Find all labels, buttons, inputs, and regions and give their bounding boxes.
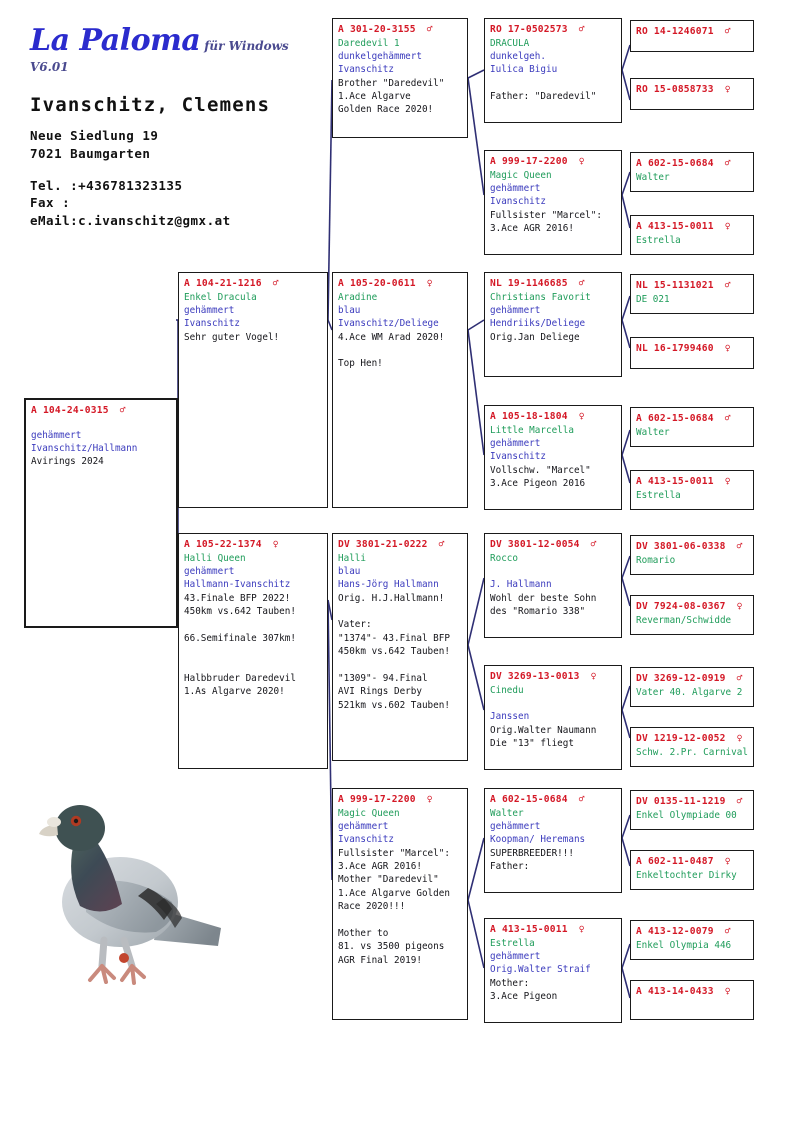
pigeon-name: Enkel Olympiade 00	[636, 809, 737, 821]
pigeon-color: gehämmert	[338, 820, 389, 832]
pigeon-illustration	[28, 780, 223, 1025]
pedigree-box-g4-13[interactable]	[630, 850, 754, 890]
ring-number: NL 16-1799460 ♀	[636, 343, 731, 354]
pigeon-note: Fullsister "Marcel":	[490, 209, 602, 221]
ring-number: A 104-21-1216 ♂	[184, 278, 279, 289]
ring-number: NL 15-1131021 ♂	[636, 280, 731, 291]
ring-number: A 105-20-0611 ♀	[338, 278, 433, 289]
pigeon-note: Mother to	[338, 927, 389, 939]
pigeon-note: 1.As Algarve 2020!	[184, 686, 285, 698]
ring-number: A 413-15-0011 ♀	[490, 924, 585, 935]
pigeon-note	[338, 659, 462, 672]
pedigree-box-g4-3[interactable]	[630, 215, 754, 255]
pigeon-note: Race 2020!!!	[338, 901, 406, 913]
pigeon-name: Halli	[338, 552, 366, 564]
pigeon-name: Halli Queen	[184, 552, 246, 564]
pigeon-name: DE 021	[636, 293, 670, 305]
pigeon-cere	[47, 817, 61, 827]
pigeon-name: Daredevil 1	[338, 37, 400, 49]
ring-number: NL 19-1146685 ♂	[490, 278, 585, 289]
pedigree-box-g4-1[interactable]	[630, 78, 754, 110]
pigeon-note: des "Romario 338"	[490, 606, 586, 618]
pedigree-box-g3-0[interactable]	[484, 18, 622, 123]
pigeon-name: DRACULA	[490, 37, 530, 49]
pigeon-note: AVI Rings Derby	[338, 686, 422, 698]
pedigree-box-g3-5[interactable]	[484, 665, 622, 770]
ring-number: A 602-15-0684 ♂	[636, 158, 731, 169]
pigeon-note	[184, 645, 322, 658]
pigeon-breeder: Ivanschitz	[490, 196, 546, 208]
pigeon-color: gehämmert	[490, 437, 541, 449]
ring-number: A 413-14-0433 ♀	[636, 986, 731, 997]
owner-name: Ivanschitz, Clemens	[30, 94, 271, 116]
pigeon-note: Mother "Daredevil"	[338, 874, 439, 886]
pigeon-note: AGR Final 2019!	[338, 954, 422, 966]
pigeon-breeder: Ivanschitz	[184, 318, 240, 330]
pigeon-note: Fullsister "Marcel":	[338, 847, 450, 859]
pigeon-note: Brother "Daredevil"	[338, 77, 445, 89]
pedigree-box-g4-10[interactable]	[630, 667, 754, 707]
la-paloma-logo: La Paloma	[30, 23, 201, 58]
pigeon-note: 450km vs.642 Tauben!	[184, 606, 296, 618]
pigeon-note	[184, 659, 322, 672]
pigeon-note: 521km vs.602 Tauben!	[338, 699, 450, 711]
address-block	[30, 127, 330, 163]
pigeon-breeder: Hendriiks/Deliege	[490, 318, 586, 330]
pedigree-box-g3-1[interactable]	[484, 150, 622, 255]
pigeon-color: gehämmert	[31, 429, 82, 441]
pigeon-color: gehämmert	[490, 304, 541, 316]
pigeon-note	[338, 605, 462, 618]
pigeon-name: Estrella	[636, 234, 681, 246]
pedigree-box-g4-15[interactable]	[630, 980, 754, 1020]
pedigree-box-g3-3[interactable]	[484, 405, 622, 510]
pigeon-note: 4.Ace WM Arad 2020!	[338, 331, 445, 343]
pigeon-name: Romario	[636, 554, 676, 566]
pigeon-color: gehämmert	[490, 182, 541, 194]
ring-number: A 602-15-0684 ♂	[490, 794, 585, 805]
pedigree-box-g4-14[interactable]	[630, 920, 754, 960]
pigeon-color	[490, 697, 616, 710]
pedigree-box-g4-2[interactable]	[630, 152, 754, 192]
ring-number: DV 3801-06-0338 ♂	[636, 541, 743, 552]
brand-version-label: für Windows V6.01	[30, 39, 289, 74]
pigeon-note: Mother:	[490, 977, 530, 989]
pedigree-box-sire[interactable]	[178, 272, 328, 508]
pigeon-color: gehämmert	[490, 820, 541, 832]
pigeon-name: Christians Favorit	[490, 291, 591, 303]
pigeon-note: Avirings 2024	[31, 456, 104, 468]
ring-number: A 301-20-3155 ♂	[338, 24, 433, 35]
pigeon-note: Vater:	[338, 619, 372, 631]
ring-number: A 105-22-1374 ♀	[184, 539, 279, 550]
pigeon-breeder: Ivanschitz/Deliege	[338, 318, 439, 330]
pigeon-note: Orig.Walter Naumann	[490, 724, 597, 736]
pigeon-name: Enkeltochter Dirky	[636, 869, 737, 881]
pigeon-breeder: Ivanschitz	[490, 451, 546, 463]
pedigree-box-g4-0[interactable]	[630, 20, 754, 52]
pigeon-breeder: Orig.Walter Straif	[490, 964, 591, 976]
ring-number: RO 14-1246071 ♂	[636, 26, 731, 37]
pedigree-box-g3-7[interactable]	[484, 918, 622, 1023]
pigeon-note: Top Hen!	[338, 358, 383, 370]
pigeon-note: 3.Ace AGR 2016!	[490, 223, 574, 235]
pigeon-name: Enkel Olympia 446	[636, 939, 732, 951]
address-line-2: 7021 Baumgarten	[30, 145, 151, 161]
pedigree-box-dam-dam[interactable]	[332, 788, 468, 1020]
ring-number: DV 7924-08-0367 ♀	[636, 601, 743, 612]
pedigree-box-g4-5[interactable]	[630, 337, 754, 369]
pigeon-breeder: Hallmann-Ivanschitz	[184, 579, 291, 591]
ring-number: A 602-15-0684 ♂	[636, 413, 731, 424]
pedigree-box-g4-4[interactable]	[630, 274, 754, 314]
pigeon-name: Walter	[636, 171, 670, 183]
pigeon-note: 3.Ace Pigeon 2016	[490, 478, 586, 490]
pigeon-note: 66.Semifinale 307km!	[184, 632, 296, 644]
pigeon-note: Halbbruder Daredevil	[184, 672, 296, 684]
pedigree-box-g3-6[interactable]	[484, 788, 622, 893]
ring-number: DV 3269-12-0919 ♂	[636, 673, 743, 684]
document-header	[30, 23, 330, 230]
ring-number: DV 1219-12-0052 ♀	[636, 733, 743, 744]
pigeon-breeder: Hans-Jörg Hallmann	[338, 579, 439, 591]
pigeon-note: Golden Race 2020!	[338, 104, 434, 116]
pedigree-box-dam[interactable]	[178, 533, 328, 769]
brand-logo-row	[30, 23, 330, 75]
pigeon-name: Enkel Dracula	[184, 291, 257, 303]
pigeon-note: Father: "Daredevil"	[490, 91, 597, 103]
pigeon-head	[55, 805, 105, 851]
telephone-line: Tel. :+436781323135	[30, 177, 183, 193]
ring-number: A 999-17-2200 ♀	[338, 794, 433, 805]
pigeon-color: blau	[338, 565, 361, 577]
pedigree-box-dam-sire[interactable]	[332, 533, 468, 761]
pigeon-name: Estrella	[490, 937, 535, 949]
pigeon-photo	[28, 780, 223, 1025]
pigeon-note: Wohl der beste Sohn	[490, 592, 597, 604]
pigeon-note: Orig.Jan Deliege	[490, 331, 580, 343]
pedigree-box-g4-6[interactable]	[630, 407, 754, 447]
pigeon-color: dunkelgehämmert	[338, 50, 422, 62]
ring-number: A 413-15-0011 ♀	[636, 476, 731, 487]
ring-number: A 413-15-0011 ♀	[636, 221, 731, 232]
pedigree-box-sire-dam[interactable]	[332, 272, 468, 508]
pedigree-box-g4-11[interactable]	[630, 727, 754, 767]
ring-number: A 104-24-0315 ♂	[31, 405, 126, 416]
pigeon-breeder: Iulica Bigiu	[490, 64, 558, 76]
address-line-1: Neue Siedlung 19	[30, 128, 159, 143]
pigeon-name: Walter	[636, 426, 670, 438]
pigeon-leg-ring	[119, 953, 129, 963]
email-line: eMail:c.ivanschitz@gmx.at	[30, 213, 231, 228]
pigeon-color: gehämmert	[184, 565, 235, 577]
pigeon-name: Magic Queen	[338, 807, 400, 819]
pigeon-note: 1.Ace Algarve	[338, 91, 411, 103]
pigeon-color: blau	[338, 304, 361, 316]
pigeon-note: 3.Ace Pigeon	[490, 991, 558, 1003]
pedigree-box-subject[interactable]	[24, 398, 178, 628]
pigeon-name: Rocco	[490, 552, 518, 564]
pedigree-box-g4-7[interactable]	[630, 470, 754, 510]
pigeon-name: Schw. 2.Pr. Carnival	[636, 746, 748, 758]
pigeon-note: Father:	[490, 861, 530, 873]
pedigree-box-g4-8[interactable]	[630, 535, 754, 575]
pigeon-color: gehämmert	[490, 950, 541, 962]
pedigree-box-g4-9[interactable]	[630, 595, 754, 635]
ring-number: A 105-18-1804 ♀	[490, 411, 585, 422]
pedigree-box-sire-sire[interactable]	[332, 18, 468, 138]
pigeon-name: Cinedu	[490, 684, 524, 696]
pigeon-note: 81. vs 3500 pigeons	[338, 941, 445, 953]
pigeon-color	[490, 565, 616, 578]
ring-number: RO 17-0502573 ♂	[490, 24, 585, 35]
pedigree-box-g4-12[interactable]	[630, 790, 754, 830]
ring-number: DV 3269-13-0013 ♀	[490, 671, 597, 682]
ring-number: DV 3801-21-0222 ♂	[338, 539, 445, 550]
fax-line: Fax :	[30, 195, 71, 211]
ring-number: RO 15-0858733 ♀	[636, 84, 731, 95]
pigeon-note: 450km vs.642 Tauben!	[338, 646, 450, 658]
pigeon-name: Vater 40. Algarve 2	[636, 686, 743, 698]
pigeon-name: Aradine	[338, 291, 378, 303]
pigeon-note: "1309"- 94.Final	[338, 672, 428, 684]
ring-number: A 999-17-2200 ♀	[490, 156, 585, 167]
pigeon-foot-left	[90, 966, 114, 982]
ring-number: A 602-11-0487 ♀	[636, 856, 731, 867]
pigeon-pupil	[74, 819, 78, 823]
contact-block	[30, 177, 330, 230]
pigeon-note: SUPERBREEDER!!!	[490, 847, 574, 859]
pigeon-note: "1374"- 43.Final BFP	[338, 632, 450, 644]
pigeon-name: Walter	[490, 807, 524, 819]
pigeon-note	[338, 344, 462, 357]
pigeon-note: 1.Ace Algarve Golden	[338, 887, 450, 899]
pigeon-breeder: Ivanschitz	[338, 834, 394, 846]
ring-number: A 413-12-0079 ♂	[636, 926, 731, 937]
pigeon-name: Reverman/Schwidde	[636, 614, 732, 626]
pigeon-note: Sehr guter Vogel!	[184, 331, 280, 343]
ring-number: DV 0135-11-1219 ♂	[636, 796, 743, 807]
pigeon-name: Estrella	[636, 489, 681, 501]
pedigree-box-g3-4[interactable]	[484, 533, 622, 638]
spacer	[31, 418, 171, 429]
pigeon-breeder: J. Hallmann	[490, 579, 552, 591]
pigeon-name: Little Marcella	[490, 424, 574, 436]
pigeon-note: Vollschw. "Marcel"	[490, 464, 591, 476]
pigeon-note: 3.Ace AGR 2016!	[338, 861, 422, 873]
pigeon-name: Magic Queen	[490, 169, 552, 181]
ring-number: DV 3801-12-0054 ♂	[490, 539, 597, 550]
pigeon-note: Die "13" fliegt	[490, 738, 574, 750]
pigeon-color: gehämmert	[184, 304, 235, 316]
pigeon-foot-right	[122, 966, 144, 983]
pigeon-breeder: Ivanschitz	[338, 64, 394, 76]
pigeon-breeder: Ivanschitz/Hallmann	[31, 442, 138, 454]
pigeon-note	[338, 914, 462, 927]
pigeon-note: Orig. H.J.Hallmann!	[338, 592, 445, 604]
pigeon-breeder: Janssen	[490, 711, 530, 723]
pigeon-note: 43.Finale BFP 2022!	[184, 592, 291, 604]
pigeon-note	[184, 618, 322, 631]
pigeon-note	[490, 77, 616, 90]
pedigree-box-g3-2[interactable]	[484, 272, 622, 377]
pigeon-breeder: Koopman/ Heremans	[490, 834, 586, 846]
pigeon-color: dunkelgeh.	[490, 50, 546, 62]
